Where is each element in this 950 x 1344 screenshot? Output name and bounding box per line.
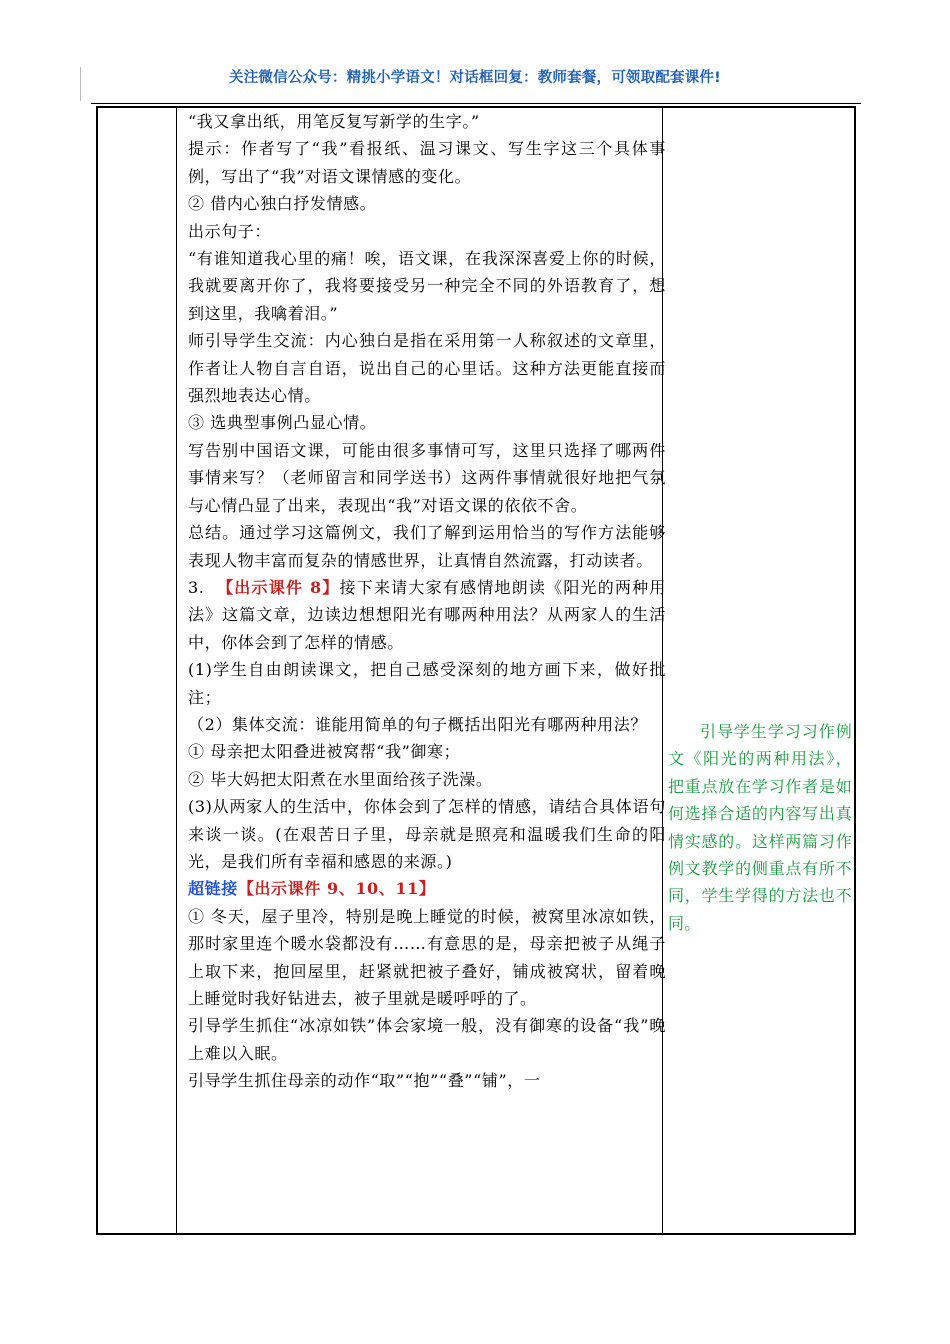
paragraph: ② 借内心独白抒发情感。: [188, 194, 377, 214]
paragraph: 出示句子：: [188, 221, 272, 241]
paragraph: 师引导学生交流：内心独白是指在采用第一人称叙述的文章里，作者让人物自言自语，说出自己的心里话。这种方法更能直接而强烈地表达心情。: [188, 331, 666, 406]
design-intent-cell: [668, 718, 852, 937]
paragraph: 总结。通过学习这篇例文，我们了解到运用恰当的写作方法能够表现人物丰富而复杂的情感世界，让真情自然流露，打动读者。: [188, 523, 666, 570]
paragraph: 引导学生抓住“冰凉如铁”体会家境一般，没有御寒的设备“我”晚上难以入眠。: [188, 1016, 666, 1063]
hyperlink-heading: [188, 875, 666, 902]
teaching-process-cell: [188, 108, 666, 1095]
header-rule: [91, 103, 861, 104]
paragraph: (1)学生自由朗读课文，把自己感受深刻的地方画下来，做好批注；: [188, 660, 666, 707]
item-3-number: 3.: [188, 577, 205, 597]
paragraph: ① 母亲把太阳叠进被窝帮“我”御寒；: [188, 742, 461, 762]
paragraph: ② 毕大妈把太阳煮在水里面给孩子洗澡。: [188, 769, 493, 789]
courseware-tag: 【出示课件 9、10、11】: [237, 879, 436, 899]
item-3-paragraph: [188, 574, 666, 656]
paragraph: （2）集体交流：谁能用简单的句子概括出阳光有哪两种用法？: [188, 714, 647, 734]
paragraph: (3)从两家人的生活中，你体会到了怎样的情感，请结合具体语句来谈一谈。(在艰苦日子里，母亲就是照亮和温暖我们生命的阳光，是我们所有幸福和感恩的来源。): [188, 797, 666, 871]
design-intent-note: 引导学生学习习作例文《阳光的两种用法》，把重点放在学习作者是如何选择合适的内容写出真情实感的。这样两篇习作例文教学的侧重点有所不同，学生学得的方法也不同。: [668, 722, 852, 933]
lesson-table: [96, 106, 856, 1235]
paragraph: 提示：作者写了“我”看报纸、温习课文、写生字这三个具体事例，写出了“我”对语文课情感的变化。: [188, 139, 666, 186]
promo-banner: 关注微信公众号：精挑小学语文！对话框回复：教师套餐，可领取配套课件!: [229, 70, 721, 86]
paragraph: ① 冬天，屋子里冷，特别是晚上睡觉的时候，被窝里冰凉如铁，那时家里连个暖水袋都没有……有意思的是，母亲把被子从绳子上取下来，抱回屋里，赶紧就把被子叠好，铺成被窝状，留着晚上睡觉时我好钻进去，被子里就是暖呼呼的了。: [188, 906, 666, 1008]
paragraph: “有谁知道我心里的痛！唉，语文课，在我深深喜爱上你的时候，我就要离开你了，我将要接受另一种完全不同的外语教育了，想到这里，我噙着泪。”: [188, 249, 666, 323]
item-3-text: 接下来请大家有感情地朗读《阳光的两种用法》这篇文章，边读边想想阳光有哪两种用法？从两家人的生活中，你体会到了怎样的情感。: [188, 577, 666, 652]
paragraph: 写告别中国语文课，可能由很多事情可写，这里只选择了哪两件事情来写？（老师留言和同学送书）这两件事情就很好地把气氛与心情凸显了出来，表现出“我”对语文课的依依不舍。: [188, 440, 666, 515]
paragraph: 引导学生抓住母亲的动作“取”“抱”“叠”“铺”，一: [188, 1071, 541, 1091]
column-divider-1: [176, 108, 177, 1233]
paragraph: ③ 选典型事例凸显心情。: [188, 413, 377, 433]
courseware-tag: 【出示课件 8】: [217, 577, 340, 597]
paragraph: “我又拿出纸，用笔反复写新学的生字。”: [188, 112, 480, 131]
hyperlink-label: 超链接: [188, 879, 238, 899]
